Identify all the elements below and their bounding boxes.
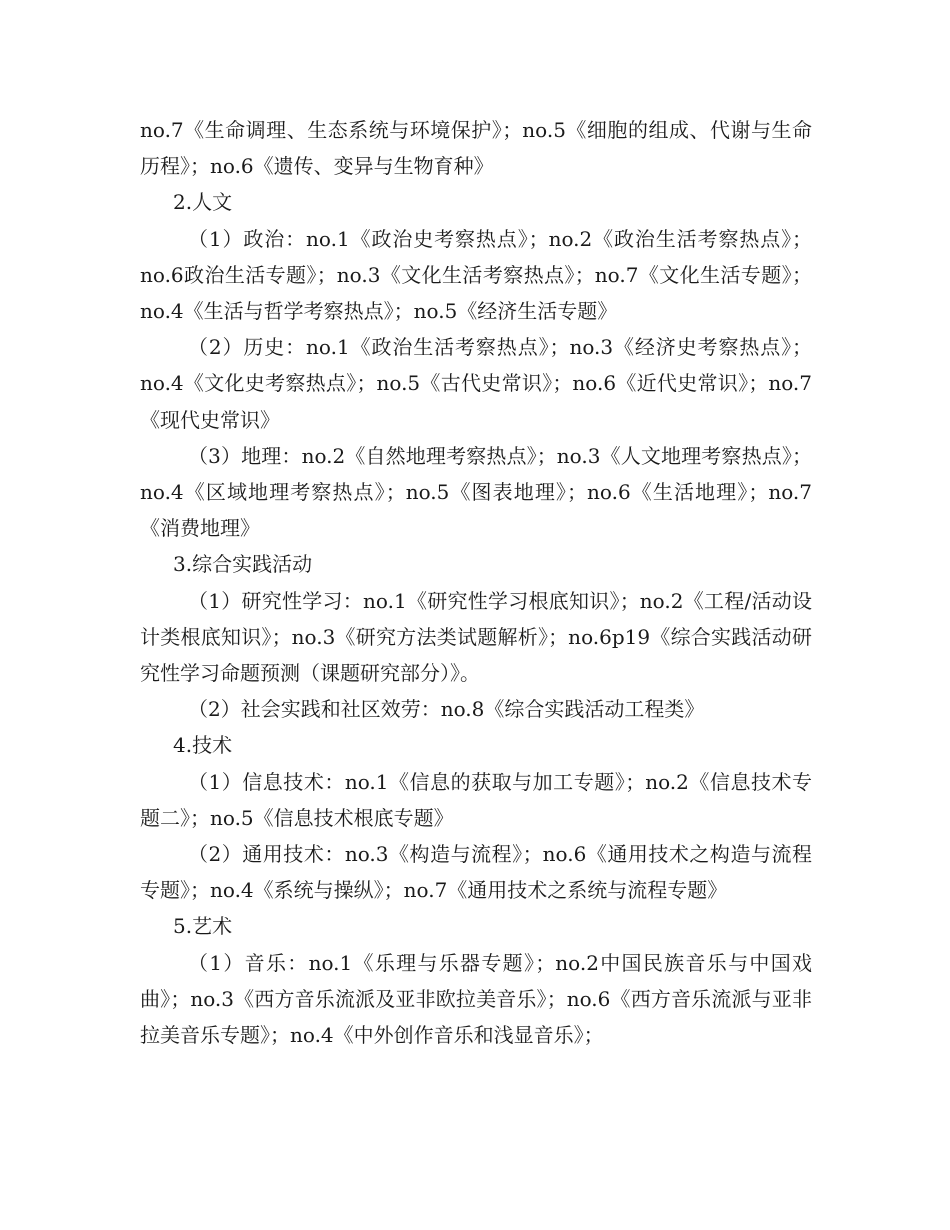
section-heading-art: 5.艺术 — [173, 914, 233, 939]
section-heading-humanities: 2.人文 — [173, 190, 233, 215]
paragraph-history: （2）历史：no.1《政治生活考察热点》；no.3《经济史考察热点》；no.4《文化史考察热点》；no.5《古代史常识》；no.6《近代史常识》；no.7《现代史常识》 — [140, 335, 812, 432]
paragraph-social-practice: （2）社会实践和社区效劳：no.8《综合实践活动工程类》 — [188, 697, 705, 722]
paragraph-biology-list: no.7《生命调理、生态系统与环境保护》；no.5《细胞的组成、代谢与生命历程》；no.6《遗传、变异与生物育种》 — [140, 118, 812, 179]
paragraph-general-tech: （2）通用技术：no.3《构造与流程》；no.6《通用技术之构造与流程专题》；no.4《系统与操纵》；no.7《通用技术之系统与流程专题》 — [140, 842, 812, 903]
paragraph-geography: （3）地理：no.2《自然地理考察热点》；no.3《人文地理考察热点》；no.4《区域地理考察热点》；no.5《图表地理》；no.6《生活地理》；no.7《消费地理》 — [140, 443, 812, 541]
paragraph-research-learning: （1）研究性学习：no.1《研究性学习根底知识》；no.2《工程/活动设计类根底知识》；no.3《研究方法类试题解析》；no.6p19《综合实践活动研究性学习命题预测（课题研究部分）》。 — [140, 588, 812, 686]
section-heading-technology: 4.技术 — [173, 733, 233, 758]
paragraph-politics: （1）政治：no.1《政治史考察热点》；no.2《政治生活考察热点》；no.6政治生活专题》；no.3《文化生活考察热点》；no.7《文化生活专题》；no.4《生活与哲学考察热点》；no.5《经济生活专题》 — [140, 226, 812, 324]
paragraph-music: （1）音乐：no.1《乐理与乐器专题》；no.2中国民族音乐与中国戏曲》；no.3《西方音乐流派及亚非欧拉美音乐》；no.6《西方音乐流派与亚非拉美音乐专题》；no.4《中外创作音乐和浅显音乐》； — [140, 950, 812, 1048]
paragraph-information-tech: （1）信息技术：no.1《信息的获取与加工专题》；no.2《信息技术专题二》；no.5《信息技术根底专题》 — [140, 769, 812, 830]
section-heading-practice: 3.综合实践活动 — [173, 552, 313, 577]
document-body — [140, 112, 812, 1053]
